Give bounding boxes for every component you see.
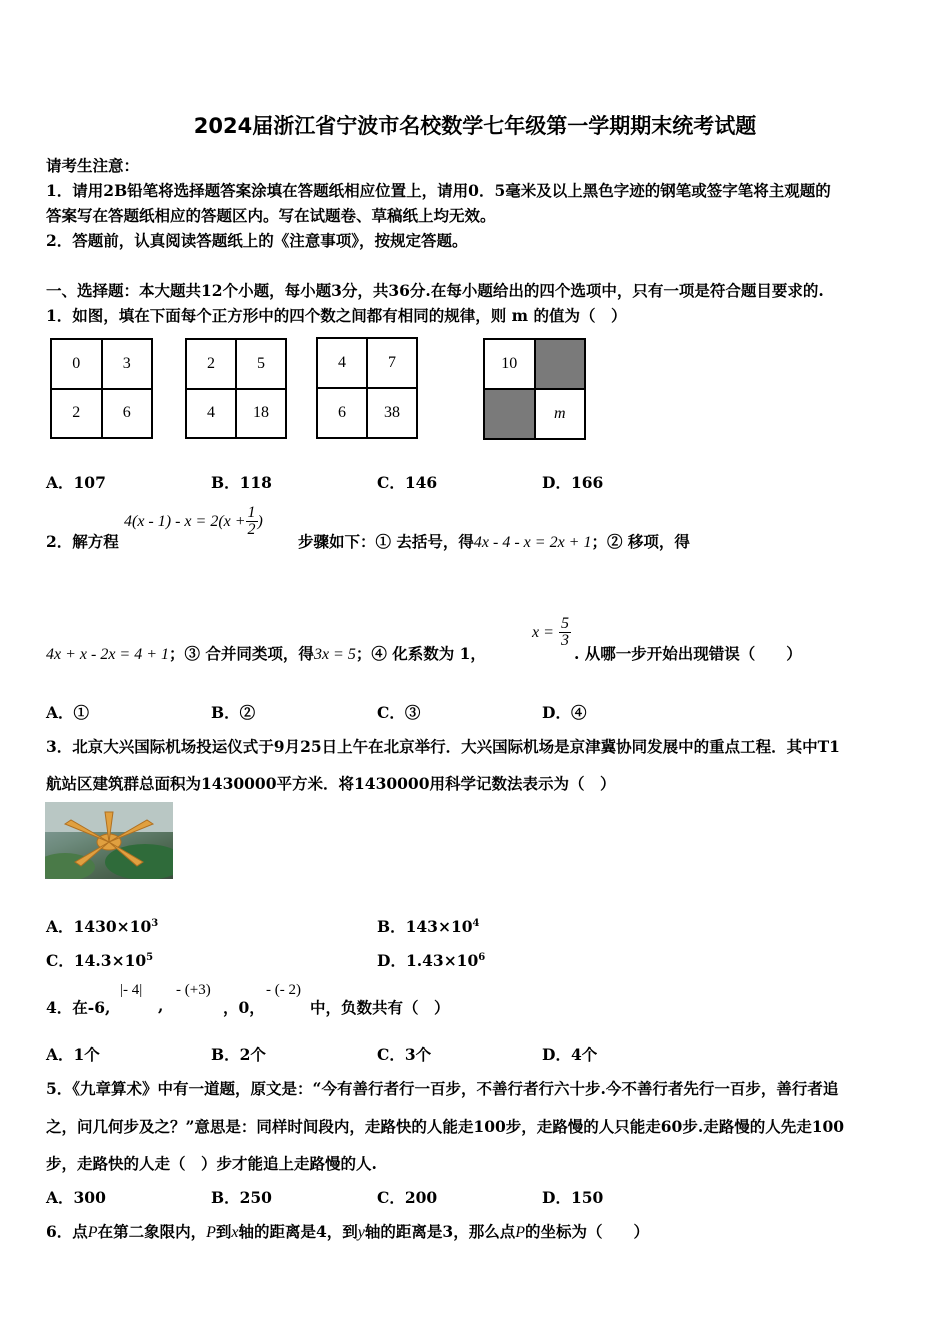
q1-option-c[interactable]: C．146 bbox=[377, 473, 438, 492]
q2-step1-expr: 4x - 4 - x = 2x + 1 bbox=[473, 534, 592, 551]
q3-option-a[interactable]: A．$1430\times 10^3$ bbox=[46, 917, 159, 936]
q4-abs: |- 4| bbox=[120, 982, 143, 998]
square-cell: 4 bbox=[317, 338, 367, 388]
q2-step-text: 步骤如下：① 去括号，得 bbox=[298, 532, 474, 551]
q4-option-c[interactable]: C．3个 bbox=[377, 1045, 432, 1064]
q2-eq-left: 4(x - 1) - x = 2(x + bbox=[124, 513, 246, 530]
q5-line3: 步，走路快的人走（ ）步才能追上走路慢的人. bbox=[46, 1154, 377, 1173]
square-cell: 18 bbox=[236, 389, 286, 439]
q1-square-4 bbox=[483, 338, 586, 440]
q3-line2: 航站区建筑群总面积为1430000平方米．将1430000用科学记数法表示为（ ） bbox=[46, 774, 616, 793]
notice-heading: 请考生注意： bbox=[46, 156, 140, 175]
square-cell: 5 bbox=[236, 339, 286, 389]
square-cell: 0 bbox=[51, 339, 102, 389]
q5-option-a[interactable]: A．300 bbox=[46, 1188, 106, 1207]
square-cell: 6 bbox=[317, 388, 367, 438]
square-cell: 2 bbox=[186, 339, 236, 389]
q2-step4-expr bbox=[532, 616, 571, 649]
q1-stem: 1．如图，填在下面每个正方形中的四个数之间都有相同的规律，则 m 的值为（ ） bbox=[46, 306, 627, 325]
airport-illustration bbox=[45, 802, 173, 879]
q5-option-c[interactable]: C．200 bbox=[377, 1188, 438, 1207]
square-cell: 10 bbox=[484, 339, 535, 389]
q2-option-c[interactable]: C．③ bbox=[377, 703, 421, 722]
square-cell: 7 bbox=[367, 338, 417, 388]
q4-prefix: 4．在-6, bbox=[46, 998, 111, 1017]
square-cell: 38 bbox=[367, 388, 417, 438]
shaded-cell bbox=[535, 339, 586, 389]
q4-comma: , bbox=[158, 996, 164, 1015]
q2-step4-left: x = bbox=[532, 624, 554, 641]
q4-option-d[interactable]: D．4个 bbox=[542, 1045, 598, 1064]
square-cell: 2 bbox=[51, 389, 102, 439]
airport-photo bbox=[45, 802, 173, 879]
q2-ending: . 从哪一步开始出现错误（ ） bbox=[574, 644, 802, 663]
notice-line2: 答案写在答题纸相应的答题区内。写在试题卷、草稿纸上均无效。 bbox=[46, 206, 496, 225]
square-cell: 4 bbox=[186, 389, 236, 439]
q2-line1 bbox=[298, 530, 690, 552]
q3-option-c[interactable]: C．$14.3\times 10^5$ bbox=[46, 951, 154, 970]
q2-eq-frac: $\frac{1}{2}$ bbox=[247, 504, 256, 538]
q2-option-b[interactable]: B．② bbox=[211, 703, 256, 722]
q5-line2: 之，问几何步及之？”意思是：同样时间段内，走路快的人能走100步，走路慢的人只能走60步.走路慢的人先走100 bbox=[46, 1117, 845, 1136]
q1-square-1 bbox=[50, 338, 153, 439]
notice-line3: 2．答题前，认真阅读答题纸上的《注意事项》，按规定答题。 bbox=[46, 231, 468, 250]
page-title: 2024届浙江省宁波市名校数学七年级第一学期期末统考试题 bbox=[193, 114, 757, 138]
q1-square-3 bbox=[316, 337, 418, 439]
q4-neg-paren: - (+3) bbox=[176, 982, 211, 998]
q2-option-a[interactable]: A．① bbox=[46, 703, 90, 722]
square-cell: 6 bbox=[102, 389, 153, 439]
q1-option-b[interactable]: B．118 bbox=[211, 473, 272, 492]
q1-square-2 bbox=[185, 338, 287, 439]
q2-step3-expr: 3x = 5 bbox=[313, 646, 356, 663]
q2-step2-text: ；② 移项，得 bbox=[591, 532, 690, 551]
square-cell: 3 bbox=[102, 339, 153, 389]
q2-line2 bbox=[46, 642, 486, 664]
q1-option-d[interactable]: D．166 bbox=[542, 473, 604, 492]
shaded-cell bbox=[484, 389, 535, 439]
section-heading: 一、选择题：本大题共12个小题，每小题3分，共36分.在每小题给出的四个选项中，只有一项是符合题目要求的. bbox=[46, 281, 824, 300]
q2-step4-frac: $\frac{5}{3}$ bbox=[561, 615, 569, 649]
q5-line1: 5．《九章算术》中有一道题，原文是：“今有善行者行一百步，不善行者行六十步.今不善行者先行一百步，善行者追 bbox=[46, 1079, 839, 1098]
notice-line1: 1．请用2B铅笔将选择题答案涂填在答题纸相应位置上，请用0．5毫米及以上黑色字迹的钢笔或签字笔将主观题的 bbox=[46, 181, 831, 200]
q4-suffix: 中，负数共有（ ） bbox=[310, 998, 450, 1017]
q2-eq-right: ) bbox=[257, 513, 263, 530]
q1-option-a[interactable]: A．107 bbox=[46, 473, 106, 492]
q3-option-d[interactable]: D．$1.43\times 10^6$ bbox=[377, 951, 486, 970]
q5-option-d[interactable]: D．150 bbox=[542, 1188, 604, 1207]
square-cell-m: m bbox=[535, 389, 586, 439]
q3-option-b[interactable]: B．$143\times 10^4$ bbox=[377, 917, 480, 936]
q3-line1: 3．北京大兴国际机场投运仪式于9月25日上午在北京举行．大兴国际机场是京津冀协同发展中的重点工程．其中T1 bbox=[46, 737, 840, 756]
q2-line2-expr: 4x + x - 2x = 4 + 1 bbox=[46, 646, 170, 663]
q5-option-b[interactable]: B．250 bbox=[211, 1188, 272, 1207]
q4-mid: ，0， bbox=[223, 998, 265, 1017]
q2-prefix: 2．解方程 bbox=[46, 532, 119, 551]
q6-stem: 6．点P在第二象限内，P到x轴的距离是4，到y轴的距离是3，那么点P的坐标为（ ） bbox=[46, 1222, 649, 1241]
q2-step3-text: ；③ 合并同类项，得 bbox=[169, 644, 314, 663]
q4-option-b[interactable]: B．2个 bbox=[211, 1045, 266, 1064]
q4-neg-neg: - (- 2) bbox=[266, 982, 301, 998]
q4-option-a[interactable]: A．1个 bbox=[46, 1045, 100, 1064]
q2-step4-text: ；④ 化系数为 1， bbox=[355, 644, 486, 663]
q2-equation bbox=[124, 505, 263, 538]
q2-option-d[interactable]: D．④ bbox=[542, 703, 587, 722]
